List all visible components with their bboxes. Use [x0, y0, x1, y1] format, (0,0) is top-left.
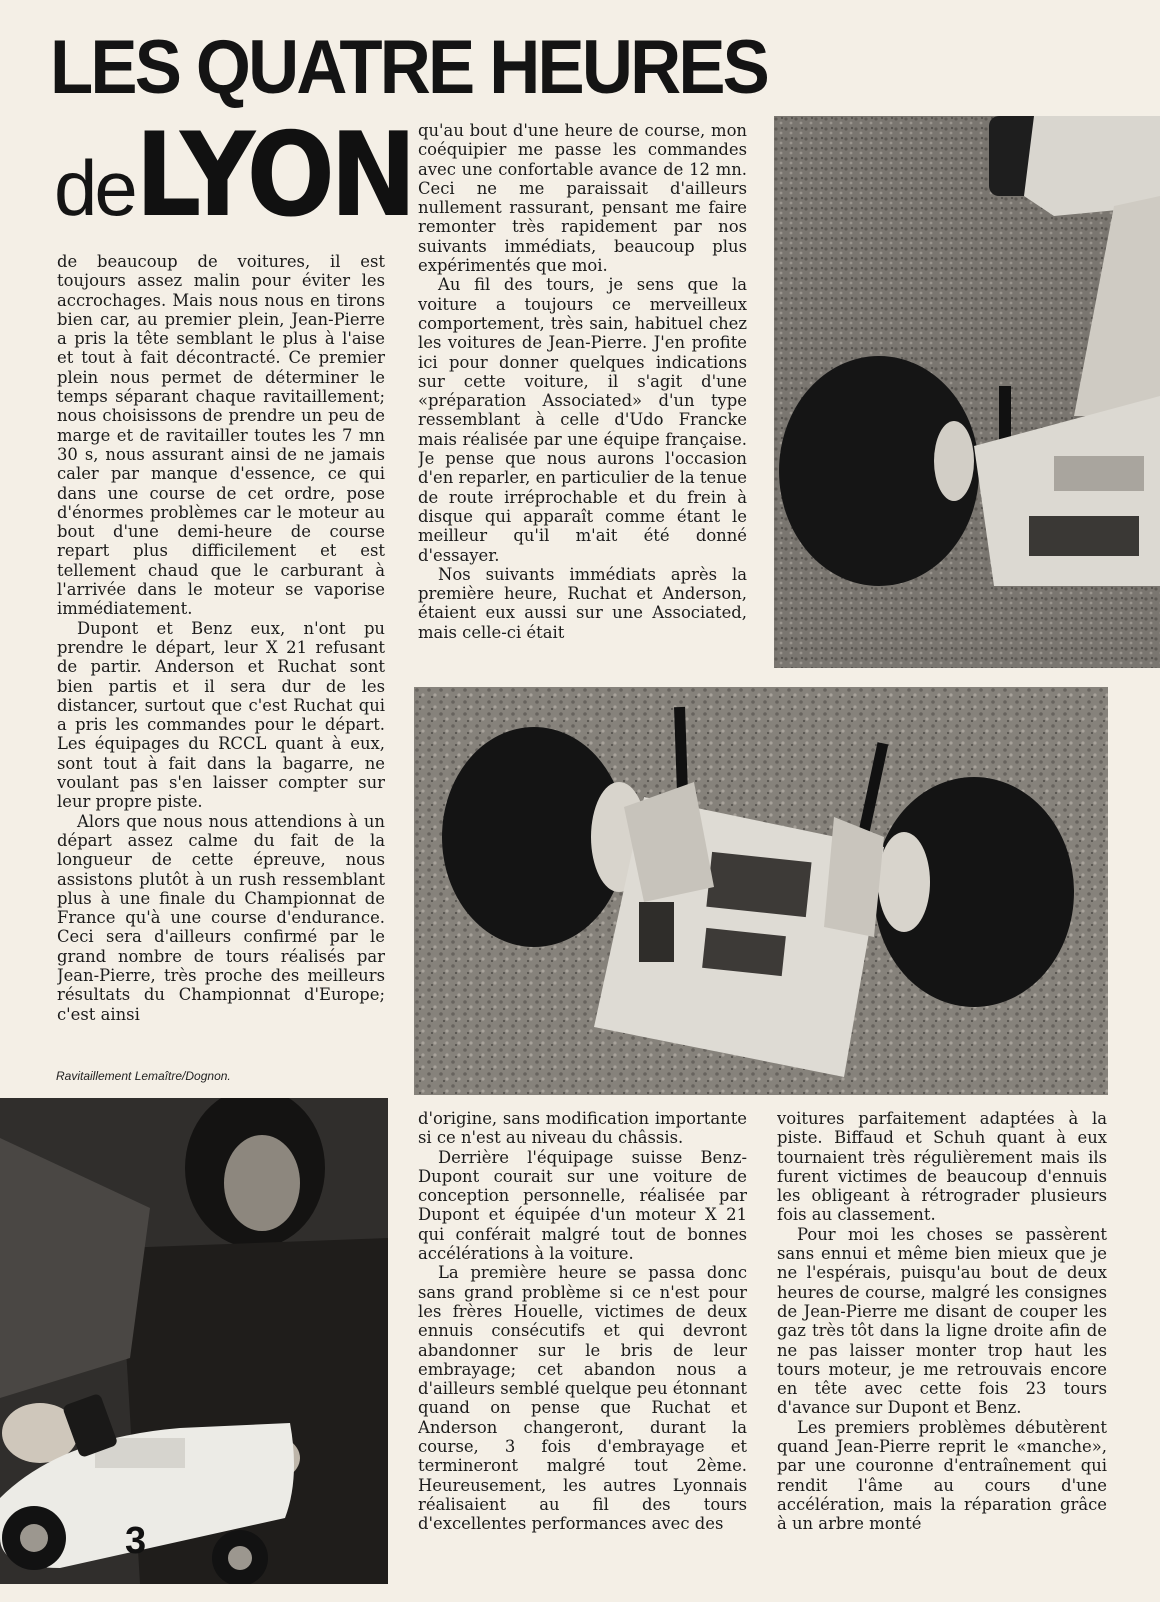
headline-city: LYON: [134, 108, 412, 243]
headline: LES QUATRE HEURES: [50, 25, 768, 110]
article-column-2: [418, 121, 747, 681]
article-column-3: [418, 1109, 747, 1589]
paragraph: qu'au bout d'une heure de course, mon coéquipier me passe les commandes avec une confortable avance de 12 mn. Ceci ne me paraissait d'ailleurs nullement rassurant, pensant me faire remonter très rapidement par nos suivants immédiats, beaucoup plus expérimentés que moi.: [418, 121, 747, 276]
article-column-4: [777, 1109, 1107, 1589]
paragraph: Derrière l'équipage suisse Benz-Dupont courait sur une voiture de conception personnelle, réalisée par Dupont et équipée d'un moteur X 21 qui conférait malgré tout de bonnes accélérations à la voiture.: [418, 1147, 747, 1264]
car-number: 3: [125, 1520, 147, 1562]
paragraph: Nos suivants immédiats après la première heure, Ruchat et Anderson, étaient eux aussi sur une Associated, mais celle-ci était: [418, 564, 747, 642]
headline-de: de: [54, 144, 135, 232]
paragraph: Les premiers problèmes débutèrent quand Jean-Pierre reprit le «manche», par une couronne d'entraînement qui rendit l'âme au cours d'une accélération, mais la réparation grâce à un arbre monté: [777, 1417, 1107, 1534]
paragraph: Alors que nous nous attendions à un départ assez calme du fait de la longueur de cette épreuve, nous assistons plutôt à un rush ressemblant plus à une finale du Championnat de France qu'à une course d'endurance. Ceci sera d'ailleurs confirmé par le grand nombre de tours réalisés par Jean-Pierre, très proche des meilleurs résultats du Championnat d'Europe; c'est ainsi: [57, 811, 385, 1024]
photo-chassis-closeup: [774, 116, 1160, 668]
photo-refuelling: [0, 1098, 388, 1584]
paragraph: Au fil des tours, je sens que la voiture a toujours ce merveilleux comportement, très sain, habituel chez les voitures de Jean-Pierre. J'en profite ici pour donner quelques indications sur cette voiture, il s'agit d'une «préparation Associated» d'un type ressemblant à celle d'Udo Francke mais réalisée par une équipe française. Je pense que nous aurons l'occasion d'en reparler, en particulier de la tenue de route irréprochable et du frein à disque qui apparaît comme étant le meilleur qu'il m'ait été donné d'essayer.: [418, 275, 747, 565]
photo-rear-chassis: [414, 687, 1108, 1095]
headline-subtitle: [54, 108, 412, 243]
paragraph: voitures parfaitement adaptées à la piste. Biffaud et Schuh quant à eux tournaient très régulièrement mais ils furent victimes de beaucoup d'ennuis les obligeant à rétrograder plusieurs fois au classement.: [777, 1109, 1107, 1225]
paragraph: de beaucoup de voitures, il est toujours assez malin pour éviter les accrochages. Mais nous nous en tirons bien car, au premier plein, Jean-Pierre a pris la tête semblant le plus à l'aise et tout à fait décontracté. Ce premier plein nous permet de déterminer le temps séparant chaque ravitaillement; nous choisissons de prendre un peu de marge et de ravitailler toutes les 7 mn 30 s, nous assurant ainsi de ne jamais caler par manque d'essence, ce qui dans une course de cet ordre, pose d'énormes problèmes car le moteur au bout d'une demi-heure de course repart plus difficilement et est tellement chaud que le carburant à l'arrivée dans le moteur se vaporise immédiatement.: [57, 252, 385, 619]
paragraph: La première heure se passa donc sans grand problème si ce n'est pour les frères Houelle, victimes de deux ennuis consécutifs et qui devront abandonner sur le bris de leur embrayage; cet abandon nous a d'ailleurs semblé quelque peu étonnant quand on pense que Ruchat et Anderson changeront, durant la course, 3 fois d'embrayage et termineront malgré tout 2ème. Heureusement, les autres Lyonnais réalisaient au fil des tours d'excellentes performances avec des: [418, 1263, 747, 1534]
paragraph: Dupont et Benz eux, n'ont pu prendre le départ, leur X 21 refusant de partir. Anderson et Ruchat sont bien partis et il sera dur de les distancer, surtout que c'est Ruchat qui a pris les commandes pour le départ. Les équipages du RCCL quant à eux, sont tout à fait dans la bagarre, ne voulant pas s'en laisser compter sur leur propre piste.: [57, 618, 385, 812]
paragraph: Pour moi les choses se passèrent sans ennui et même bien mieux que je ne l'espérais, puisqu'au bout de deux heures de course, malgré les consignes de Jean-Pierre me disant de couper les gaz très tôt dans la ligne droite afin de ne pas laisser monter trop haut les tours moteur, je me retrouvais encore en tête avec cette fois 23 tours d'avance sur Dupont et Benz.: [777, 1224, 1107, 1418]
article-column-1: [57, 252, 385, 1052]
paragraph: d'origine, sans modification importante si ce n'est au niveau du châssis.: [418, 1109, 747, 1148]
photo-caption: Ravitaillement Lemaître/Dognon.: [56, 1069, 231, 1083]
